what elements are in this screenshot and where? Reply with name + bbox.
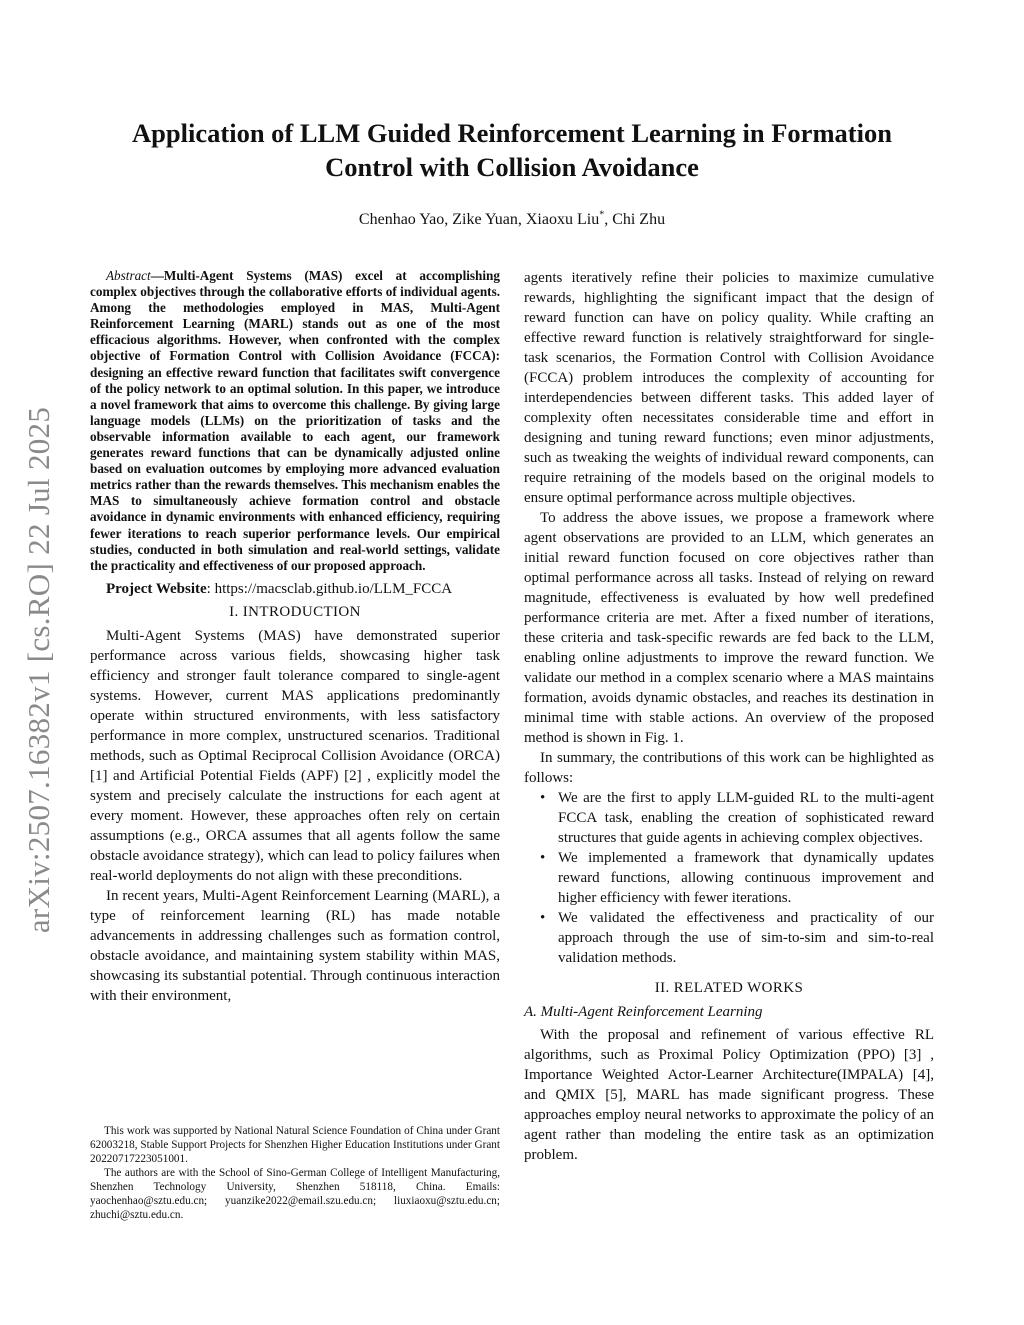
contribution-text: We are the first to apply LLM-guided RL to the multi-agent FCCA task, enabling the creation of sophisticated reward structures that guide agents in achieving complex objectives. bbox=[558, 790, 934, 846]
abstract bbox=[90, 268, 500, 574]
abstract-text: Multi-Agent Systems (MAS) excel at accomplishing complex objectives through the collaborative efforts of individual agents. Among the methodologies employed in MAS, Multi-Agent Reinforcement Learning (MARL) stands out as one of the most efficacious algorithms. However, when confronted with the complex objective of Formation Control with Collision Avoidance (FCCA): designing an effective reward function that facilitates swift convergence of the policy network to an optimal solution. In this paper, we introduce a novel framework that aims to overcome this challenge. By giving large language models (LLMs) on the prioritization of tasks and the observable information available to each agent, our framework generates reward functions that can be dynamically adjusted online based on evaluation outcomes by employing more advanced evaluation metrics rather than the rewards themselves. This mechanism enables the MAS to simultaneously achieve formation control and obstacle avoidance in dynamic environments with enhanced efficiency, requiring fewer iterations to reach superior performance levels. Our empirical studies, conducted in both simulation and real-world settings, validate the practicality and effectiveness of our proposed approach. bbox=[90, 268, 500, 573]
related-works-heading: II. RELATED WORKS bbox=[654, 980, 804, 996]
project-website-link[interactable]: https://macsclab.github.io/LLM_FCCA bbox=[214, 580, 453, 597]
list-item bbox=[524, 848, 934, 908]
abstract-label: Abstract bbox=[106, 268, 151, 283]
contribution-list bbox=[524, 788, 934, 968]
left-column bbox=[90, 268, 500, 1006]
project-website-label: Project Website bbox=[106, 580, 207, 597]
intro-paragraph-2-continued: agents iteratively refine their policies to maximize cumulative rewards, highlighting the significant impact that the design of reward function can have on policy quality. While crafting an effective reward function is relatively straightforward for single-task scenarios, the Formation Control with Collision Avoidance (FCCA) problem introduces the complexity of accounting for interdependencies between different tasks. This added layer of complexity often necessitates considerable time and effort in designing and tuning reward functions; even minor adjustments, such as tweaking the weights of individual reward components, can require retraining of the models based on the original models to ensure optimal performance across multiple objectives. bbox=[524, 270, 934, 506]
bullet-icon: • bbox=[540, 790, 546, 806]
author-names: Chenhao Yao, Zike Yuan, Xiaoxu Liu bbox=[358, 211, 600, 228]
footnote-funding: This work was supported by National Natural Science Foundation of China under Grant 62003218, Stable Support Projects for Shenzhen Higher Education Institutions under Grant 20220717223051001. bbox=[90, 1125, 500, 1165]
bullet-icon: • bbox=[540, 850, 546, 866]
related-paragraph-1: With the proposal and refinement of various effective RL algorithms, such as Proximal Policy Optimization (PPO) [3] , Importance Weighted Actor-Learner Architecture(IMPALA) [4], and QMIX [5], MARL has made significant progress. These approaches employ neural networks to approximate the policy of an agent rather than modeling the entire task as an optimization problem. bbox=[524, 1027, 934, 1163]
intro-paragraph-1: Multi-Agent Systems (MAS) have demonstrated superior performance across various fields, showcasing higher task efficiency and stronger fault tolerance compared to single-agent systems. However, current MAS applications predominantly operate within structured environments, with less satisfactory performance in more complex, unstructured scenarios. Traditional methods, such as Optimal Reciprocal Collision Avoidance (ORCA) [1] and Artificial Potential Fields (APF) [2] , explicitly model the system and precisely calculate the instructions for each agent at every moment. However, these approaches often rely on certain assumptions (e.g., ORCA assumes that all agents follow the same obstacle avoidance strategy), which can lead to policy failures when real-world deployments do not align with these preconditions. bbox=[90, 627, 500, 884]
right-column bbox=[524, 268, 934, 1165]
footnote-affiliation: The authors are with the School of Sino-German College of Intelligent Manufacturing, Shenzhen Technology University, Shenzhen 518118, China. Emails: yaochenhao@sztu.edu.cn; yuanzike2022@email.szu.edu.cn; liuxiaoxu@sztu.edu.cn; zhuchi@sztu.edu.cn. bbox=[90, 1167, 500, 1221]
contribution-text: We implemented a framework that dynamically updates reward functions, allowing continuous improvement and higher efficiency with fewer iterations. bbox=[558, 850, 934, 906]
abstract-dash: — bbox=[150, 268, 164, 283]
paper-title: Application of LLM Guided Reinforcement Learning in Formation Control with Collision Avoidance bbox=[132, 118, 892, 182]
list-item bbox=[524, 788, 934, 848]
contribution-text: We validated the effectiveness and practicality of our approach through the use of sim-to-sim and sim-to-real validation methods. bbox=[558, 910, 934, 966]
intro-paragraph-4: In summary, the contributions of this work can be highlighted as follows: bbox=[524, 750, 934, 786]
footnotes bbox=[90, 1124, 500, 1222]
project-website-line bbox=[90, 579, 500, 599]
bullet-icon: • bbox=[540, 910, 546, 926]
author-names-tail: , Chi Zhu bbox=[604, 211, 666, 228]
intro-paragraph-3: To address the above issues, we propose a framework where agent observations are provided to an LLM, which generates an initial reward function focused on core objectives rather than optimal performance across all tasks. Instead of relying on reward magnitude, effectiveness is evaluated by how well predefined performance criteria are met. After a fixed number of iterations, these criteria and task-specific rewards are fed back to the LLM, enabling online adjustments to improve the reward function. We validate our method in a complex scenario where a MAS maintains formation, avoids dynamic obstacles, and reaches its destination in minimal time with stable actions. An overview of the proposed method is shown in Fig. 1. bbox=[524, 510, 934, 746]
marl-subsection-heading: A. Multi-Agent Reinforcement Learning bbox=[524, 1004, 763, 1020]
introduction-heading: I. INTRODUCTION bbox=[229, 603, 361, 620]
list-item bbox=[524, 908, 934, 968]
corresponding-author-mark: * bbox=[599, 209, 605, 221]
intro-paragraph-2: In recent years, Multi-Agent Reinforcement Learning (MARL), a type of reinforcement learning (RL) has made notable advancements in addressing challenges such as formation control, obstacle avoidance, and maintaining system stability within MAS, showcasing its substantial potential. Through continuous interaction with their environment, bbox=[90, 887, 500, 1004]
author-list bbox=[110, 211, 914, 229]
arxiv-identifier-stamp bbox=[9, 380, 69, 960]
project-website-colon: : bbox=[206, 580, 211, 597]
arxiv-identifier-text: arXiv:2507.16382v1 [cs.RO] 22 Jul 2025 bbox=[21, 406, 56, 934]
